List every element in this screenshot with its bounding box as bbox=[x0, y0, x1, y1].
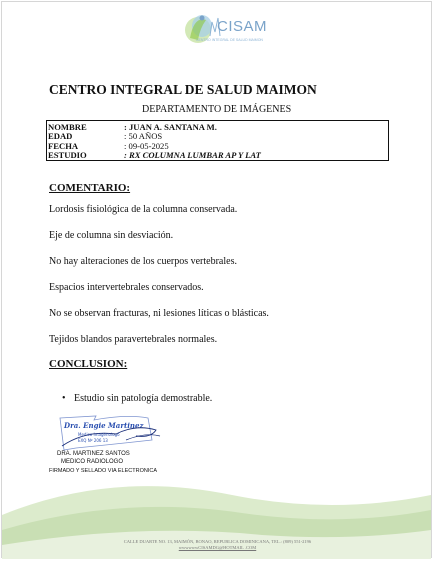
edad-label: EDAD bbox=[48, 131, 73, 141]
stamp-role: Medico Imagenologo bbox=[78, 432, 120, 437]
comentario-line: No hay alteraciones de los cuerpos vertebrales. bbox=[49, 256, 237, 267]
page-title: CENTRO INTEGRAL DE SALUD MAIMON bbox=[49, 82, 317, 97]
department-label: DEPARTAMENTO DE IMÁGENES bbox=[142, 104, 292, 115]
conclusion-item: Estudio sin patología demostrable. bbox=[74, 393, 213, 404]
conclusion-heading: CONCLUSION: bbox=[49, 358, 128, 370]
bullet-icon: • bbox=[62, 393, 66, 404]
comentario-line: Eje de columna sin desviación. bbox=[49, 230, 174, 241]
estudio-value: : RX COLUMNA LUMBAR AP Y LAT bbox=[124, 150, 261, 160]
fecha-value: : 09-05-2025 bbox=[124, 141, 169, 151]
comentario-line: Tejidos blandos paravertebrales normales. bbox=[49, 334, 218, 345]
logo-text: CISAM bbox=[217, 18, 268, 35]
stamp-exequatur: EXQ Nº 206 13 bbox=[78, 438, 108, 443]
signature-note: FIRMADO Y SELLADO VIA ELECTRONICA bbox=[49, 468, 157, 474]
stamp-name: Dra. Engie Martinez bbox=[64, 421, 144, 430]
footer-email: wwwwwwCISAMDG@HOTMAIL .COM bbox=[178, 545, 257, 550]
fecha-label: FECHA bbox=[48, 141, 79, 151]
signer-role: MEDICO RADIOLOGO bbox=[61, 459, 124, 465]
footer-address: CALLE DUARTE NO. 13, MAIMÓN, BONAO, REPUBLICA DOMINICANA, TEL.: (809) 551-2196 bbox=[123, 539, 312, 544]
signer-name: DRA. MARTINEZ SANTOS bbox=[57, 451, 130, 457]
logo-subtitle: CENTRO INTEGRAL DE SALUD MAIMON bbox=[196, 38, 263, 42]
signature-stamp bbox=[56, 410, 186, 454]
edad-value: : 50 AÑOS bbox=[124, 131, 163, 141]
nombre-label: NOMBRE bbox=[48, 122, 87, 132]
comentario-line: Lordosis fisiológica de la columna conservada. bbox=[49, 204, 238, 215]
estudio-label: ESTUDIO bbox=[48, 150, 87, 160]
comentario-line: Espacios intervertebrales conservados. bbox=[49, 282, 204, 293]
nombre-value: : JUAN A. SANTANA M. bbox=[124, 122, 217, 132]
comentario-line: No se observan fracturas, ni lesiones líticas o blásticas. bbox=[49, 308, 269, 319]
comentario-heading: COMENTARIO: bbox=[49, 182, 131, 194]
